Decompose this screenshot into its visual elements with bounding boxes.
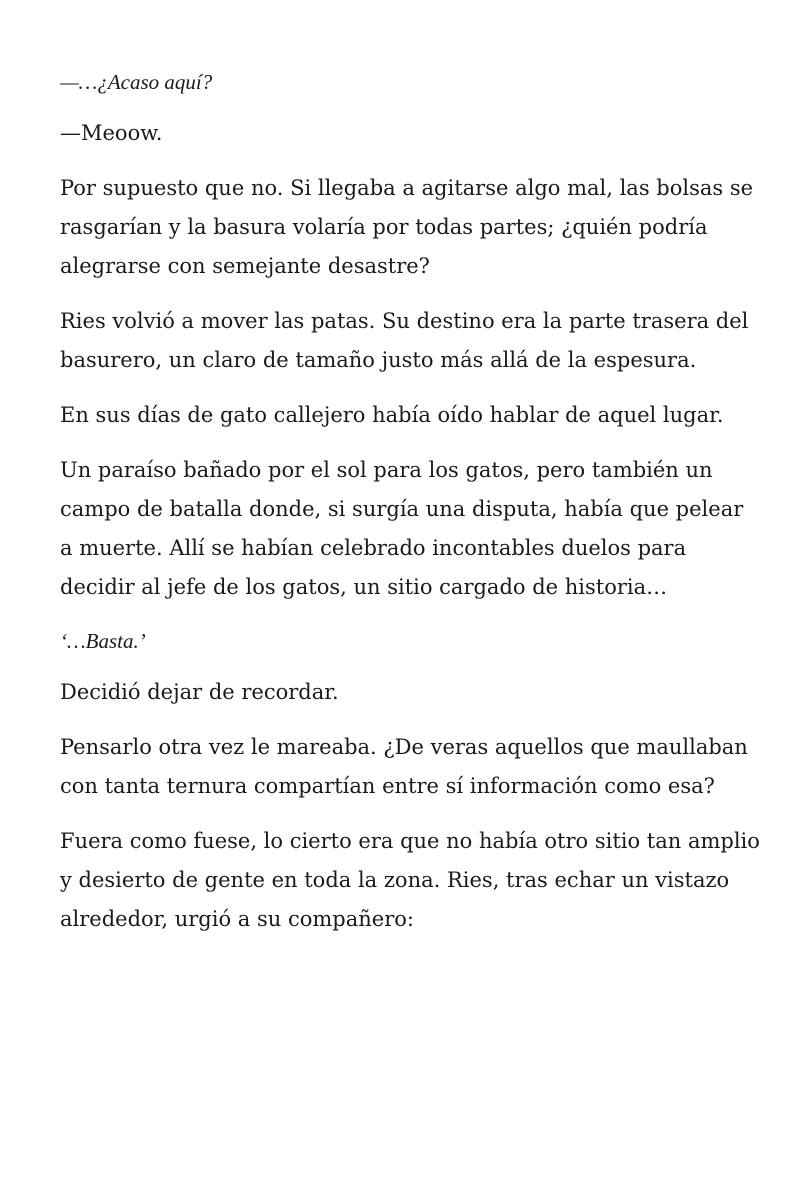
- paragraph-dialogue: —Meoow.: [60, 121, 163, 145]
- paragraph: Por supuesto que no. Si llegaba a agitarse algo mal, las bolsas se rasgarían y la basura volaría por todas partes; ¿quién podría alegrarse con semejante desastre?: [60, 176, 754, 278]
- paragraph: Un paraíso bañado por el sol para los gatos, pero también un campo de batalla donde, si surgía una disputa, había que pelear a muerte. Allí se habían celebrado incontables duelos para decidir al jefe de los gatos, un sitio cargado de historia…: [60, 458, 744, 599]
- paragraph: Pensarlo otra vez le mareaba. ¿De veras aquellos que maullaban con tanta ternura compartían entre sí información como esa?: [60, 735, 748, 798]
- paragraph: En sus días de gato callejero había oído hablar de aquel lugar.: [60, 403, 724, 427]
- document-page: [60, 64, 760, 955]
- paragraph-italic-thought: ‘…Basta.’: [60, 629, 146, 653]
- paragraph-italic-thought: —…¿Acaso aquí?: [60, 70, 213, 94]
- paragraph: Decidió dejar de recordar.: [60, 680, 339, 704]
- paragraph: Fuera como fuese, lo cierto era que no había otro sitio tan amplio y desierto de gente en toda la zona. Ries, tras echar un vistazo alrededor, urgió a su compañero:: [60, 829, 760, 931]
- paragraph: Ries volvió a mover las patas. Su destino era la parte trasera del basurero, un claro de tamaño justo más allá de la espesura.: [60, 309, 749, 372]
